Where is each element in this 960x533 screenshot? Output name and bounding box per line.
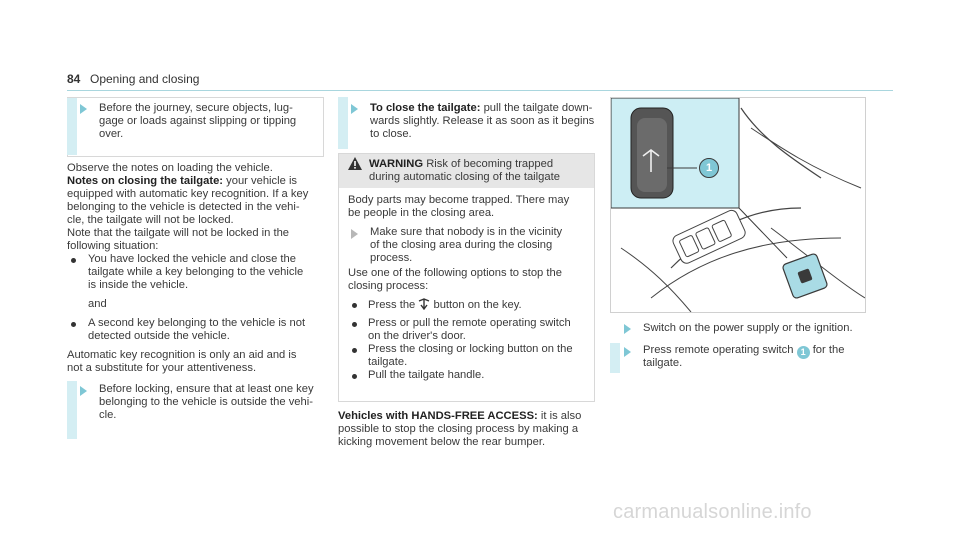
arrow-step-icon bbox=[624, 347, 631, 357]
warning-body-line-1: Body parts may become trapped. There may bbox=[348, 194, 570, 206]
warning-bullet2-line-2: on the driver's door. bbox=[368, 330, 466, 342]
watermark: carmanualsonline.info bbox=[613, 501, 812, 523]
bullet1-line-1: You have locked the vehicle and close the bbox=[88, 253, 296, 265]
col3-step2-line-2: tailgate. bbox=[643, 357, 683, 369]
options-line-1: Use one of the following options to stop the bbox=[348, 267, 562, 279]
handsfree-line-3: kicking movement below the rear bumper. bbox=[338, 436, 546, 448]
tailgate-key-icon bbox=[418, 298, 430, 310]
col3-step2-bar bbox=[610, 343, 620, 373]
note-line-3: over. bbox=[99, 128, 124, 140]
notes-line-2: equipped with automatic key recognition. If a key bbox=[67, 188, 309, 200]
close-step-line-3: to close. bbox=[370, 128, 412, 140]
warning-bullet1-pre: Press the bbox=[368, 299, 416, 311]
arrow-step-icon bbox=[351, 229, 358, 239]
door-switch-figure bbox=[610, 97, 866, 313]
handsfree-line-2: possible to stop the closing process by making a bbox=[338, 423, 579, 435]
notes-line-3: belonging to the vehicle is detected in the vehi- bbox=[67, 201, 300, 213]
handsfree-bold: Vehicles with HANDS-FREE ACCESS: bbox=[338, 410, 538, 422]
warning-step-line-1: Make sure that nobody is in the vicinity bbox=[370, 226, 563, 238]
header-rule bbox=[67, 90, 893, 91]
callout-1-icon: 1 bbox=[797, 346, 810, 359]
col3-step2-post: for the bbox=[812, 344, 845, 356]
door-panel-illustration bbox=[611, 98, 865, 312]
warning-bullet4: Pull the tailgate handle. bbox=[368, 369, 485, 381]
window-switch-panel bbox=[671, 208, 747, 265]
warning-step-line-3: process. bbox=[370, 252, 413, 264]
close-step-bold: To close the tailgate: bbox=[370, 102, 481, 114]
warning-head-line-1 bbox=[369, 158, 553, 171]
step-line-2: belonging to the vehicle is outside the vehi- bbox=[99, 396, 313, 408]
close-step-text-1: pull the tailgate down- bbox=[483, 102, 593, 114]
bullet2-line-1: A second key belonging to the vehicle is not bbox=[88, 317, 306, 329]
callout-1-icon: 1 bbox=[699, 158, 719, 178]
notes-line-1 bbox=[67, 175, 297, 188]
close-step-line-1 bbox=[370, 102, 592, 115]
warning-bullet3-line-1: Press the closing or locking button on the bbox=[368, 343, 573, 355]
section-title: Opening and closing bbox=[90, 72, 200, 86]
warning-head-line-2: during automatic closing of the tailgate bbox=[369, 171, 560, 183]
warning-bullet1 bbox=[368, 298, 522, 312]
situation-line-2: following situation: bbox=[67, 240, 159, 252]
warning-step-line-2: of the closing area during the closing bbox=[370, 239, 553, 251]
col3-step2-pre: Press remote operating switch bbox=[643, 344, 794, 356]
warning-bullet2-line-1: Press or pull the remote operating switch bbox=[368, 317, 571, 329]
step-line-1: Before locking, ensure that at least one key bbox=[99, 383, 314, 395]
bullet1-line-3: is inside the vehicle. bbox=[88, 279, 189, 291]
bullet-dot bbox=[352, 322, 357, 327]
bullet-dot bbox=[71, 258, 76, 263]
warning-head-text-1: Risk of becoming trapped bbox=[426, 158, 554, 170]
warning-body-line-2: be people in the closing area. bbox=[348, 207, 495, 219]
situation-line-1: Note that the tailgate will not be locked in the bbox=[67, 227, 290, 239]
notes-line-4: cle, the tailgate will not be locked. bbox=[67, 214, 234, 226]
para-observe: Observe the notes on loading the vehicle. bbox=[67, 162, 273, 174]
notes-heading: Notes on closing the tailgate: bbox=[67, 175, 224, 187]
bullet-dot bbox=[352, 348, 357, 353]
handsfree-text-1: it is also bbox=[540, 410, 582, 422]
warning-triangle-icon bbox=[348, 157, 362, 170]
warning-label: WARNING bbox=[369, 158, 424, 170]
arrow-step-icon bbox=[624, 324, 631, 334]
bullet2-line-2: detected outside the vehicle. bbox=[88, 330, 230, 342]
options-line-2: closing process: bbox=[348, 280, 429, 292]
arrow-step-icon bbox=[351, 104, 358, 114]
step-line-3: cle. bbox=[99, 409, 117, 421]
close-step-line-2: wards slightly. Release it as soon as it begins bbox=[370, 115, 595, 127]
page-number: 84 bbox=[67, 72, 81, 86]
arrow-step-icon bbox=[80, 386, 87, 396]
bullet-dot bbox=[352, 303, 357, 308]
and-text: and bbox=[88, 298, 107, 310]
bullet1-line-2: tailgate while a key belonging to the vehicle bbox=[88, 266, 304, 278]
arrow-step-icon bbox=[80, 104, 87, 114]
col3-step1: Switch on the power supply or the ignition. bbox=[643, 322, 853, 334]
handsfree-line-1 bbox=[338, 410, 581, 423]
automatic-line-2: not a substitute for your attentiveness. bbox=[67, 362, 257, 374]
notes-text-1: your vehicle is bbox=[226, 175, 298, 187]
note-bar bbox=[67, 98, 77, 155]
warning-bullet3-line-2: tailgate. bbox=[368, 356, 408, 368]
automatic-line-1: Automatic key recognition is only an aid and is bbox=[67, 349, 297, 361]
note-line-1: Before the journey, secure objects, lug- bbox=[99, 102, 293, 114]
bullet-dot bbox=[352, 374, 357, 379]
close-step-bar bbox=[338, 97, 348, 149]
warning-bullet1-post: button on the key. bbox=[433, 299, 522, 311]
note-line-2: gage or loads against slipping or tipping bbox=[99, 115, 297, 127]
step-bar bbox=[67, 381, 77, 439]
bullet-dot bbox=[71, 322, 76, 327]
